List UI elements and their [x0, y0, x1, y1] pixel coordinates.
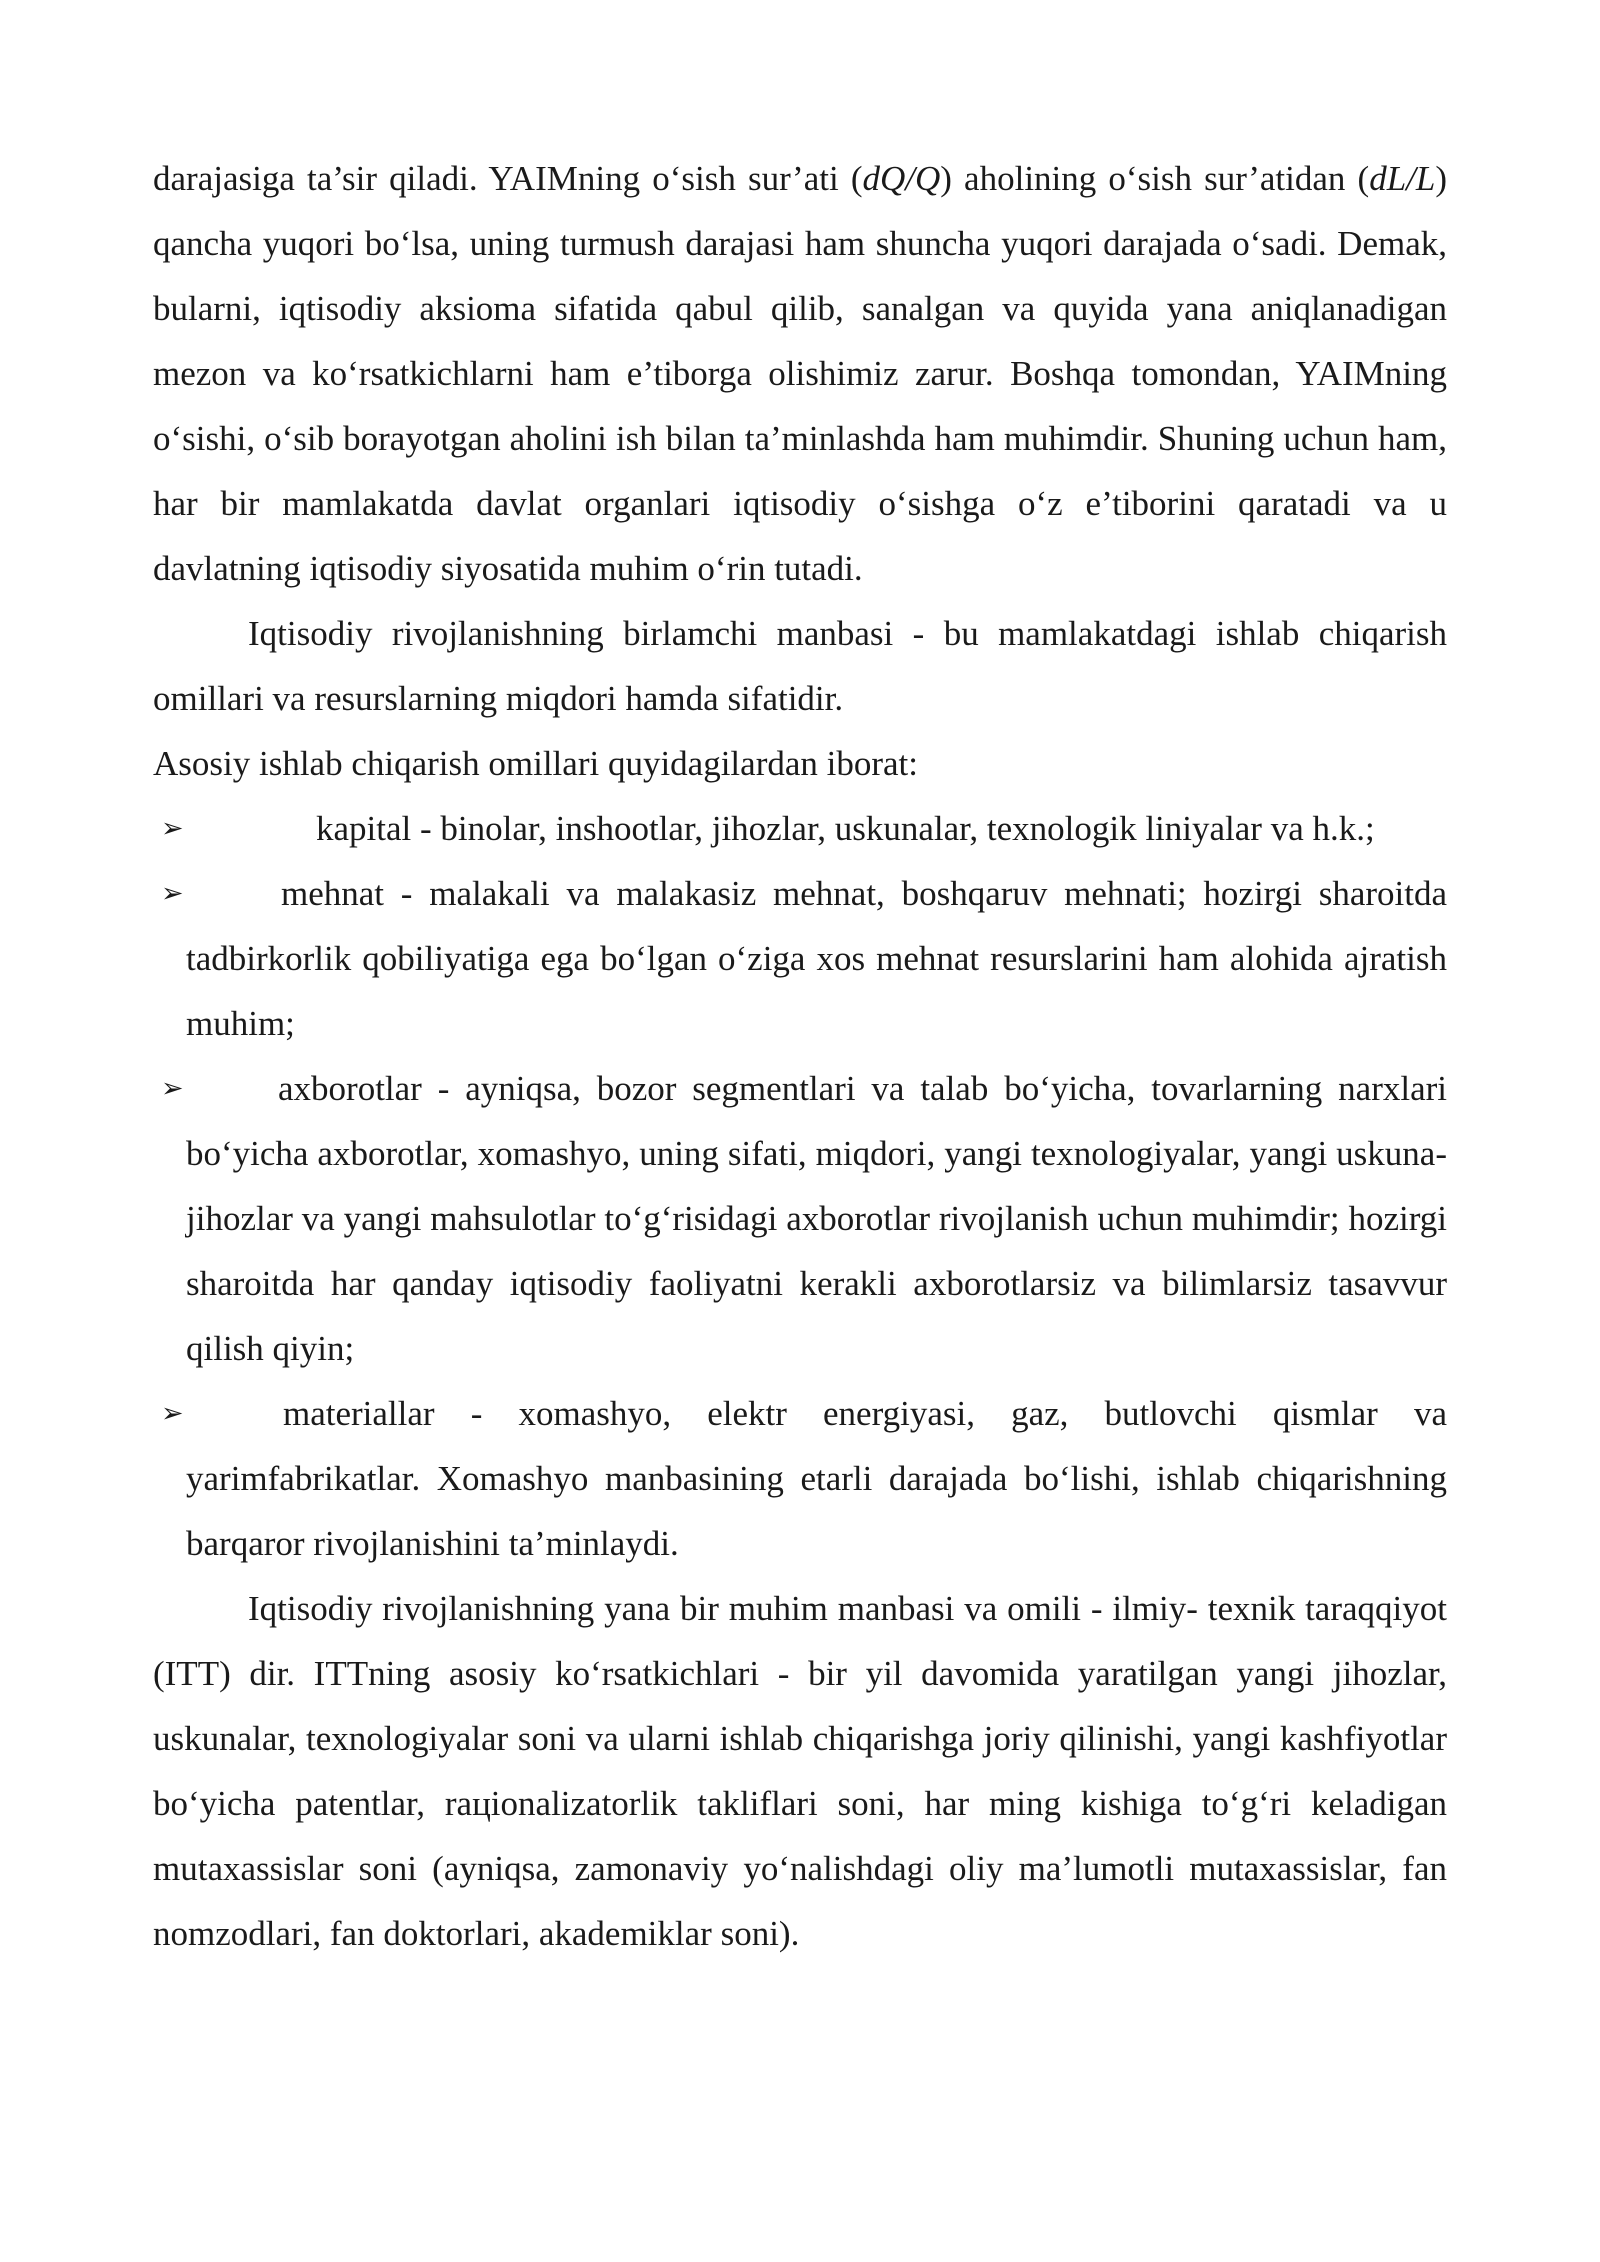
- arrow-bullet-icon: ➢: [161, 1398, 184, 1429]
- list-item-text: kapital - binolar, inshootlar, jihozlar, uskunalar, texnologik liniyalar va h.k.;: [316, 809, 1375, 848]
- paragraph-1-text-a: darajasiga ta’sir qiladi. YAIMning o‘sish sur’ati (: [153, 159, 863, 198]
- list-item-capital: [153, 796, 1447, 861]
- arrow-bullet-icon: ➢: [161, 878, 184, 909]
- list-item-text: mehnat - malakali va malakasiz mehnat, boshqaruv mehnati; hozirgi sharoitda tadbirkorlik qobiliyatiga ega bo‘lgan o‘ziga xos mehnat resurslarini ham alohida ajratish muhim;: [186, 874, 1447, 1043]
- arrow-bullet-icon: ➢: [161, 813, 184, 844]
- formula-dl-l: dL/L: [1369, 159, 1436, 198]
- paragraph-1-text-c: ) qancha yuqori bo‘lsa, uning turmush darajasi ham shuncha yuqori darajada o‘sadi. Demak, bularni, iqtisodiy aksioma sifatida qabul qilib, sanalgan va quyida yana aniqlanadigan mezon va ko‘rsatkichlarni ham e’tiborga olishimiz zarur. Boshqa tomondan, YAIMning o‘sishi, o‘sib borayotgan aholini ish bilan ta’minlashda ham muhimdir. Shuning uchun ham, har bir mamlakatda davlat organlari iqtisodiy o‘sishga o‘z e’tiborini qaratadi va u davlatning iqtisodiy siyosatida muhim o‘rin tutadi.: [153, 159, 1448, 588]
- paragraph-1-text-b: ) aholining o‘sish sur’atidan (: [940, 159, 1370, 198]
- formula-dq-q: dQ/Q: [862, 159, 941, 198]
- paragraph-gdp-growth: [153, 146, 1447, 601]
- arrow-bullet-icon: ➢: [161, 1073, 184, 1104]
- list-item-labor: [153, 861, 1447, 1056]
- production-factors-list: [153, 796, 1447, 1576]
- list-intro: Asosiy ishlab chiqarish omillari quyidagilardan iborat:: [153, 744, 918, 783]
- list-item-materials: [153, 1381, 1447, 1576]
- list-item-text: materiallar - xomashyo, elektr energiyasi, gaz, butlovchi qismlar va yarimfabrikatlar. Xomashyo manbasining etarli darajada bo‘lishi, ishlab chiqarishning barqaror rivojlanishini ta’minlaydi.: [186, 1394, 1447, 1563]
- list-item-information: [153, 1056, 1447, 1381]
- paragraph-primary-source: Iqtisodiy rivojlanishning birlamchi manbasi - bu mamlakatdagi ishlab chiqarish omillari va resurslarning miqdori hamda sifatidir.: [153, 614, 1447, 718]
- list-item-text: axborotlar - ayniqsa, bozor segmentlari va talab bo‘yicha, tovarlarning narxlari bo‘yicha axborotlar, xomashyo, uning sifati, miqdori, yangi texnologiyalar, yangi uskuna-jihozlar va yangi mahsulotlar to‘g‘risidagi axborotlar rivojlanish uchun muhimdir; hozirgi sharoitda har qanday iqtisodiy faoliyatni kerakli axborotlarsiz va bilimlarsiz tasavvur qilish qiyin;: [186, 1069, 1447, 1368]
- paragraph-scientific-progress: Iqtisodiy rivojlanishning yana bir muhim manbasi va omili - ilmiy- texnik taraqqiyot (ITT) dir. ITTning asosiy ko‘rsatkichlari - bir yil davomida yaratilgan yangi jihozlar, uskunalar, texnologiyalar soni va ularni ishlab chiqarishga joriy qilinishi, yangi kashfiyotlar bo‘yicha patentlar, raцionalizatorlik takliflari soni, har ming kishiga to‘g‘ri keladigan mutaxassislar soni (ayniqsa, zamonaviy yo‘nalishdagi oliy ma’lumotli mutaxassislar, fan nomzodlari, fan doktorlari, akademiklar soni).: [153, 1589, 1447, 1953]
- document-page: [153, 146, 1447, 1966]
